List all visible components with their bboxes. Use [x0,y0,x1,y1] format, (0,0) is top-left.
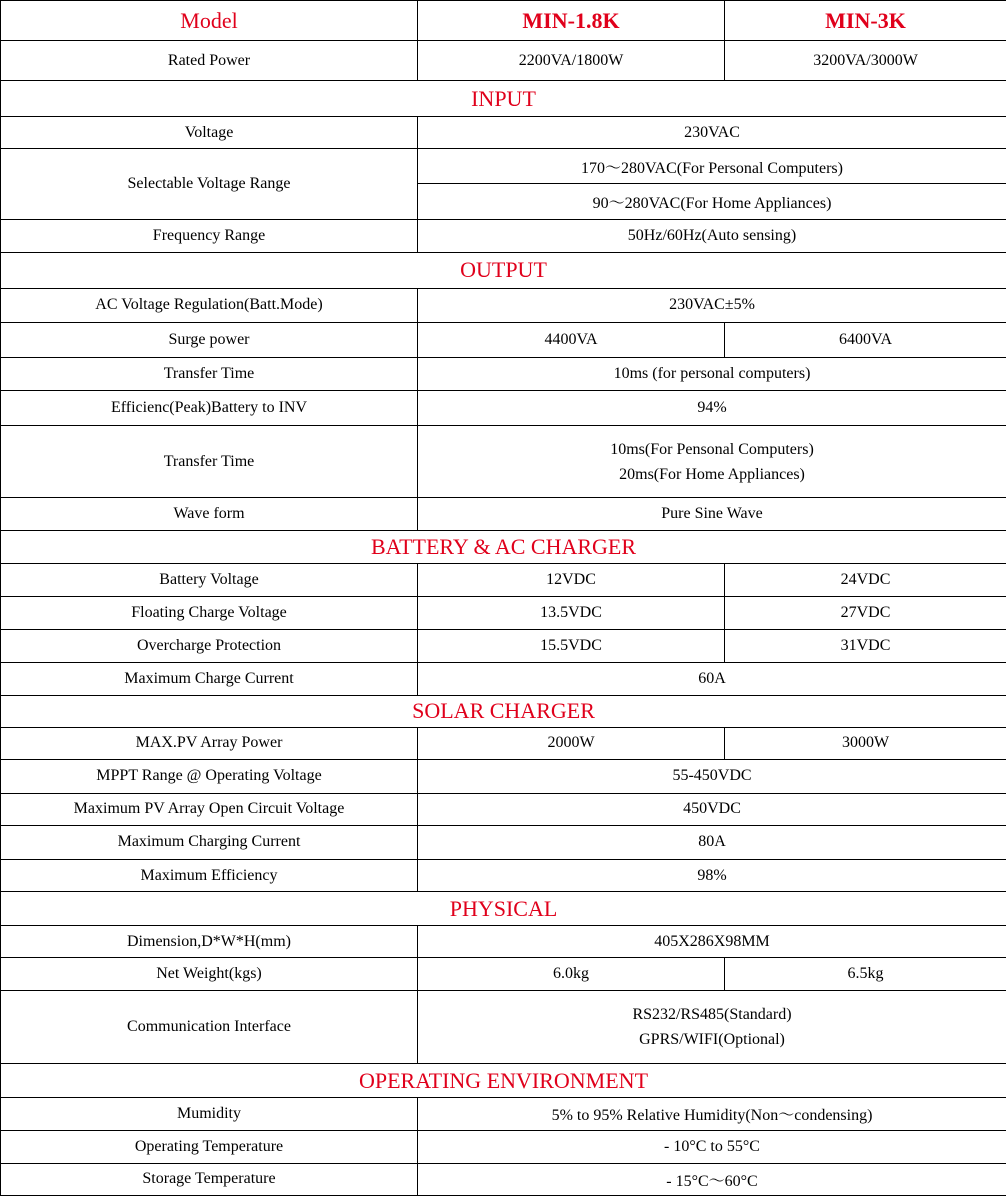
wave-form-row [1,498,1006,531]
value-min-3k: 27VDC [725,597,1006,630]
row-label: Dimension,D*W*H(mm) [1,926,418,958]
value-min-1.8k: 12VDC [418,564,725,597]
section-output [1,252,1006,288]
value-min-3k: 31VDC [725,630,1006,662]
row-label: Frequency Range [1,219,418,252]
section-title: OPERATING ENVIRONMENT [1,1064,1006,1097]
row-value: 60A [418,662,1006,695]
section-solar [1,695,1006,727]
value-line: 10ms(For Pensonal Computers) [610,440,814,458]
max-open-circuit-row [1,793,1006,825]
row-value: 230VAC±5% [418,288,1006,322]
row-label: Mumidity [1,1097,418,1130]
model-label: Model [1,1,418,41]
row-label: Voltage [1,117,418,149]
efficiency-row [1,390,1006,425]
row-label: Maximum Charging Current [1,825,418,859]
voltage-row [1,117,1006,149]
row-label: Wave form [1,498,418,531]
row-value: 55-450VDC [418,759,1006,793]
row-label: Surge power [1,322,418,357]
row-value: Pure Sine Wave [418,498,1006,531]
section-title: INPUT [1,81,1006,117]
row-value: 450VDC [418,793,1006,825]
value-line: RS232/RS485(Standard) [632,1006,792,1024]
section-title: OUTPUT [1,252,1006,288]
row-label: MAX.PV Array Power [1,727,418,759]
row-value: 80A [418,825,1006,859]
value-min-1.8k: 2000W [418,727,725,759]
row-label: Battery Voltage [1,564,418,597]
row-label: Transfer Time [1,357,418,390]
section-input [1,81,1006,117]
selectable-range-row [1,149,1006,184]
humidity-row [1,1097,1006,1130]
row-label: Net Weight(kgs) [1,958,418,991]
row-label: Overcharge Protection [1,630,418,662]
max-pv-power-row [1,727,1006,759]
floating-voltage-row [1,597,1006,630]
operating-temp-row [1,1130,1006,1163]
row-label: Maximum Charge Current [1,662,418,695]
row-label: MPPT Range @ Operating Voltage [1,759,418,793]
row-value [418,991,1006,1064]
battery-voltage-row [1,564,1006,597]
row-value: 90～280VAC(For Home Appliances) [418,184,1006,219]
row-value: 10ms (for personal computers) [418,357,1006,390]
row-value: 94% [418,390,1006,425]
row-value: 405X286X98MM [418,926,1006,958]
value-min-1.8k: 2200VA/1800W [418,41,725,81]
max-efficiency-row [1,860,1006,892]
max-charging-current-row [1,825,1006,859]
model-min-1.8k: MIN-1.8K [418,1,725,41]
value-min-1.8k: 13.5VDC [418,597,725,630]
row-value: 98% [418,860,1006,892]
communication-row [1,991,1006,1064]
value-min-1.8k: 4400VA [418,322,725,357]
row-label: Communication Interface [1,991,418,1064]
section-environment [1,1064,1006,1097]
overcharge-row [1,630,1006,662]
row-label: Selectable Voltage Range [1,149,418,219]
row-value: 170～280VAC(For Personal Computers) [418,149,1006,184]
row-label: Efficienc(Peak)Battery to INV [1,390,418,425]
row-value: 50Hz/60Hz(Auto sensing) [418,219,1006,252]
row-label: Rated Power [1,41,418,81]
row-value: - 15°C～60°C [418,1163,1006,1195]
transfer-time-row-2 [1,425,1006,497]
dimension-row [1,926,1006,958]
row-label: Transfer Time [1,425,418,497]
row-value: - 10°C to 55°C [418,1130,1006,1163]
value-min-3k: 24VDC [725,564,1006,597]
surge-power-row [1,322,1006,357]
model-row [1,1,1006,41]
value-line: GPRS/WIFI(Optional) [639,1031,785,1049]
value-min-3k: 6.5kg [725,958,1006,991]
mppt-range-row [1,759,1006,793]
rated-power-row [1,41,1006,81]
row-value: 230VAC [418,117,1006,149]
ac-regulation-row [1,288,1006,322]
row-label: Maximum PV Array Open Circuit Voltage [1,793,418,825]
value-min-3k: 3000W [725,727,1006,759]
max-charge-current-row [1,662,1006,695]
section-title: SOLAR CHARGER [1,695,1006,727]
row-label: Storage Temperature [1,1163,418,1195]
section-title: BATTERY & AC CHARGER [1,531,1006,564]
value-min-3k: 6400VA [725,322,1006,357]
row-label: Maximum Efficiency [1,860,418,892]
row-value [418,425,1006,497]
net-weight-row [1,958,1006,991]
value-min-1.8k: 15.5VDC [418,630,725,662]
section-title: PHYSICAL [1,892,1006,926]
value-min-1.8k: 6.0kg [418,958,725,991]
row-label: Operating Temperature [1,1130,418,1163]
row-label: AC Voltage Regulation(Batt.Mode) [1,288,418,322]
row-label: Floating Charge Voltage [1,597,418,630]
frequency-row [1,219,1006,252]
section-physical [1,892,1006,926]
transfer-time-row [1,357,1006,390]
value-line: 20ms(For Home Appliances) [619,465,805,483]
storage-temp-row [1,1163,1006,1195]
model-min-3k: MIN-3K [725,1,1006,41]
row-value: 5% to 95% Relative Humidity(Non～condensing) [418,1097,1006,1130]
value-min-3k: 3200VA/3000W [725,41,1006,81]
section-battery [1,531,1006,564]
